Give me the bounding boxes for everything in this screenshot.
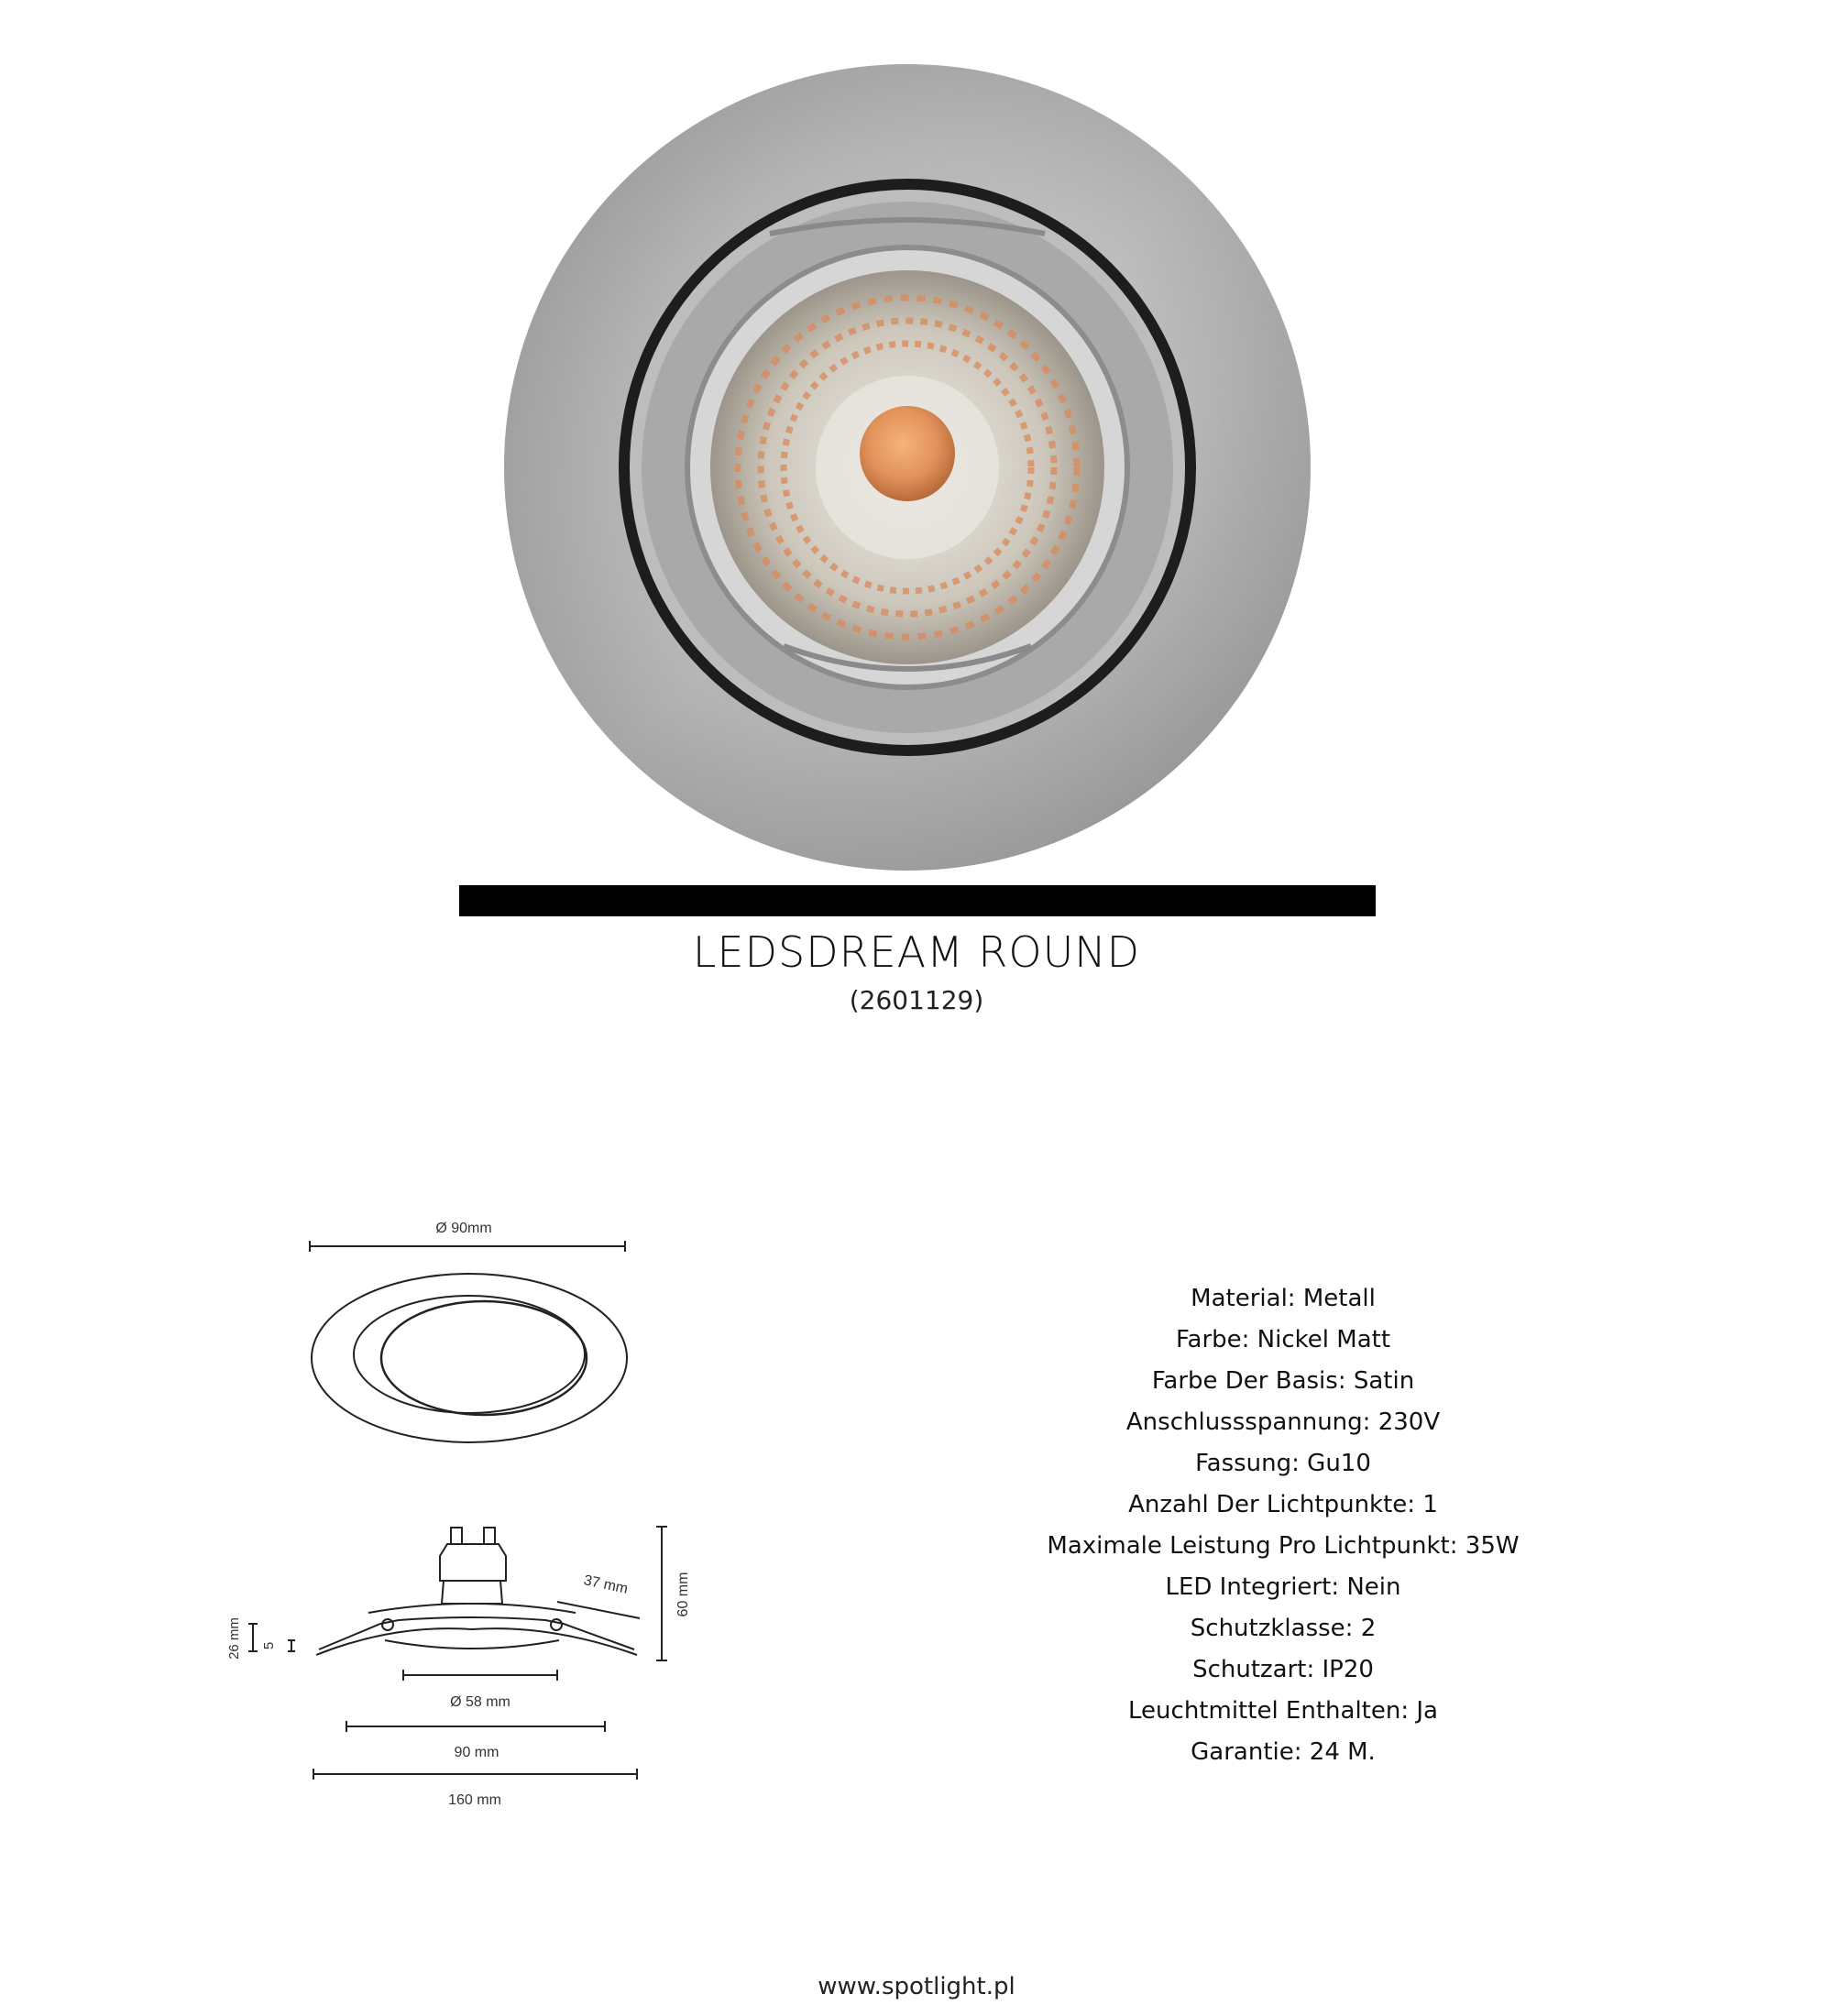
spec-material: Material: Metall — [1191, 1285, 1376, 1312]
side-view-drawing — [226, 1527, 691, 1808]
label-top-diameter: Ø 90mm — [435, 1221, 492, 1236]
label-height-60: 60 mm — [675, 1572, 691, 1617]
technical-drawings — [211, 1210, 742, 1833]
product-photo — [499, 60, 1315, 875]
spec-base-color: Farbe Der Basis: Satin — [1151, 1367, 1415, 1395]
outer-ring-outline — [312, 1274, 627, 1442]
title-divider-bar — [459, 885, 1376, 916]
spec-socket: Fassung: Gu10 — [1195, 1450, 1371, 1477]
tilted-insert-outline — [381, 1301, 587, 1415]
led-chip — [860, 406, 955, 501]
spec-led-integrated: LED Integriert: Nein — [1165, 1573, 1401, 1601]
spec-warranty: Garantie: 24 M. — [1191, 1738, 1376, 1766]
product-code: (2601129) — [849, 985, 984, 1015]
spec-ip-rating: Schutzart: IP20 — [1192, 1656, 1374, 1683]
label-width-90: 90 mm — [454, 1745, 499, 1760]
spec-bulb-included: Leuchtmittel Enthalten: Ja — [1128, 1697, 1438, 1725]
label-tilt-37: 37 mm — [582, 1572, 630, 1597]
spec-light-points: Anzahl Der Lichtpunkte: 1 — [1128, 1491, 1438, 1518]
spec-protection-class: Schutzklasse: 2 — [1190, 1615, 1377, 1642]
label-cutout-58: Ø 58 mm — [450, 1694, 510, 1710]
label-depth-5: 5 — [261, 1641, 277, 1650]
label-depth-26: 26 mm — [226, 1617, 242, 1660]
spec-max-power: Maximale Leistung Pro Lichtpunkt: 35W — [1047, 1532, 1520, 1560]
gu10-socket — [440, 1544, 506, 1581]
product-name: LEDSDREAM ROUND — [692, 927, 1141, 977]
top-view-drawing — [310, 1221, 627, 1442]
spec-voltage: Anschlussspannung: 230V — [1125, 1408, 1441, 1436]
spec-color: Farbe: Nickel Matt — [1175, 1326, 1391, 1353]
specifications-list — [1008, 1278, 1558, 1773]
label-width-160: 160 mm — [448, 1792, 501, 1808]
website-link[interactable]: www.spotlight.pl — [818, 1973, 1015, 2000]
